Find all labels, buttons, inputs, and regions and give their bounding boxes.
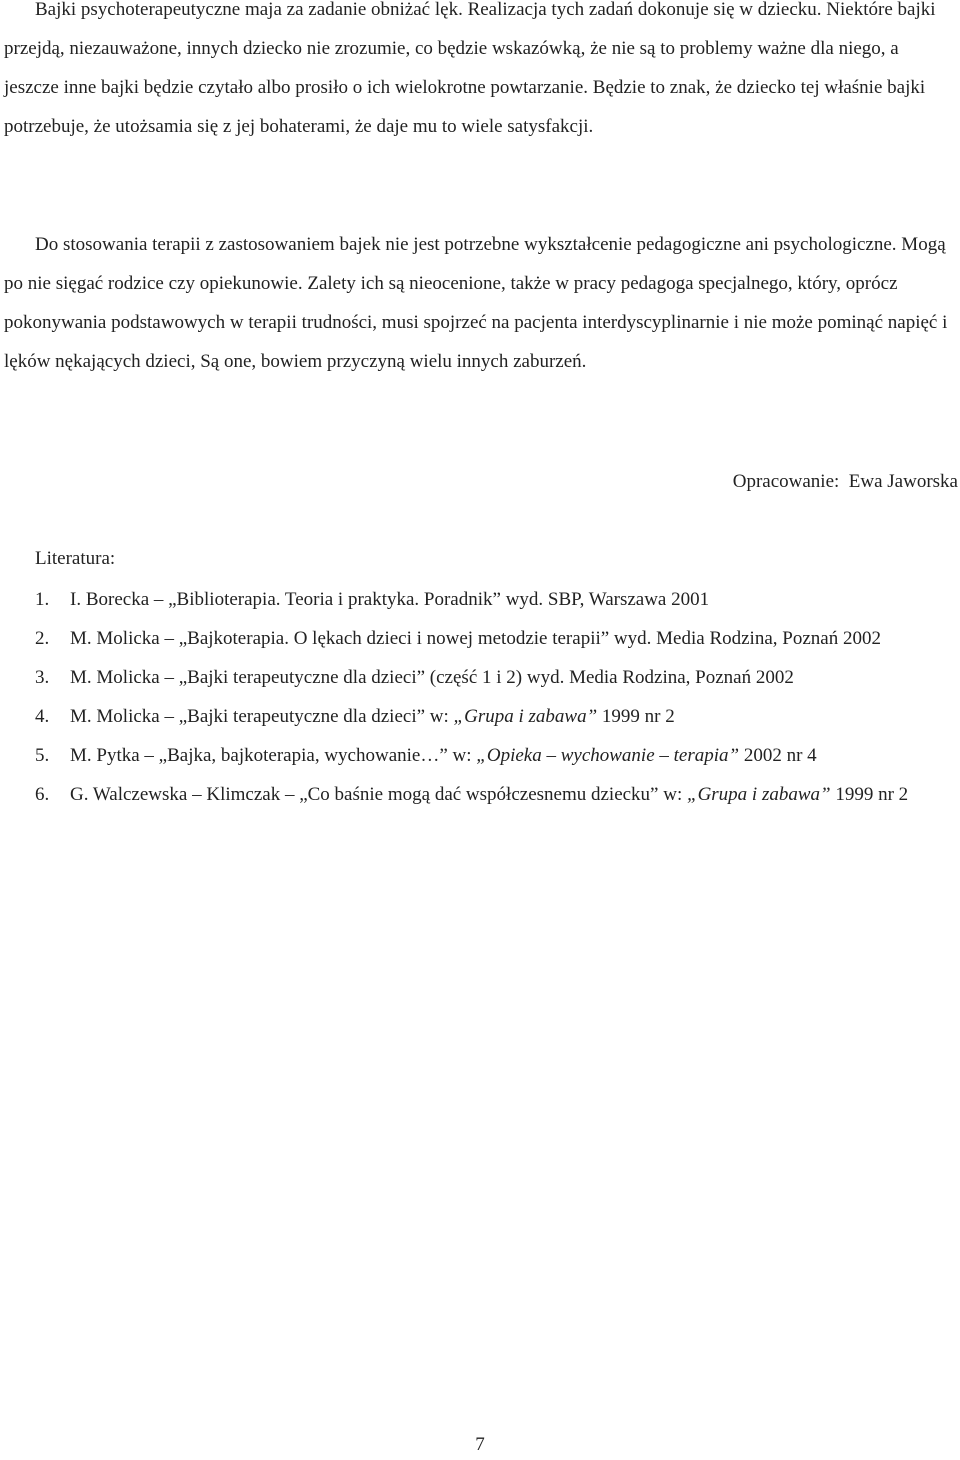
bibliography-item-number: 3. <box>35 667 50 688</box>
bibliography-item-number: 5. <box>35 745 50 766</box>
bibliography-item <box>35 736 935 775</box>
bibliography-list <box>35 580 935 814</box>
bibliography-item <box>35 580 935 619</box>
bibliography-item-text: I. Borecka – „Biblioterapia. Teoria i praktyka. Poradnik” wyd. SBP, Warszawa 2001 <box>70 589 710 610</box>
bibliography-item <box>35 658 935 697</box>
bibliography-journal-title: „Opieka – wychowanie – terapia” <box>476 745 740 766</box>
bibliography-item-text: 1999 nr 2 <box>597 706 675 727</box>
bibliography-journal-title: „Grupa i zabawa” <box>453 706 598 727</box>
bibliography-item-number: 4. <box>35 706 50 727</box>
bibliography-item-text: M. Molicka – „Bajki terapeutyczne dla dzieci” w: <box>70 706 454 727</box>
bibliography-item-number: 1. <box>35 589 50 610</box>
bibliography-item <box>35 775 935 814</box>
bibliography-journal-title: „Grupa i zabawa” <box>687 784 831 805</box>
bibliography-item-text: M. Pytka – „Bajka, bajkoterapia, wychowanie…” w: <box>70 745 477 766</box>
bibliography-item-number: 6. <box>35 784 50 805</box>
author-signature: Opracowanie: Ewa Jaworska <box>732 471 958 492</box>
page-number: 7 <box>475 1434 485 1455</box>
bibliography-item-text: M. Molicka – „Bajkoterapia. O lękach dzieci i nowej metodzie terapii” wyd. Media Rodzina, Poznań 2002 <box>70 628 881 649</box>
paragraph-therapy-use: Do stosowania terapii z zastosowaniem bajek nie jest potrzebne wykształcenie pedagogiczne ani psychologiczne. Mogą po nie sięgać rodzice czy opiekunowie. Zalety ich są nieocenione, także w pracy pedagoga specjalnego, który, oprócz pokonywania podstawowych w terapii trudności, musi spojrzeć na pacjenta interdyscyplinarnie i nie może pominąć napięć i lęków nękających dzieci, Są one, bowiem przyczyną wielu innych zaburzeń. <box>4 234 948 372</box>
bibliography-item-text: M. Molicka – „Bajki terapeutyczne dla dzieci” (część 1 i 2) wyd. Media Rodzina, Poznań 2002 <box>70 667 794 688</box>
bibliography-item-number: 2. <box>35 628 50 649</box>
literature-heading: Literatura: <box>35 548 116 569</box>
bibliography-item <box>35 619 935 658</box>
bibliography-item-text: 2002 nr 4 <box>739 745 817 766</box>
paragraph-fairy-tale-role: Bajki psychoterapeutyczne maja za zadanie obniżać lęk. Realizacja tych zadań dokonuje się w dziecku. Niektóre bajki przejdą, niezauważone, innych dziecko nie zrozumie, co będzie wskazówką, że nie są to problemy ważne dla niego, a jeszcze inne bajki będzie czytało albo prosiło o ich wielokrotne powtarzanie. Będzie to znak, że dziecko tej właśnie bajki potrzebuje, że utożsamia się z jej bohaterami, że daje mu to wiele satysfakcji. <box>4 0 936 137</box>
bibliography-item <box>35 697 935 736</box>
bibliography-item-text: G. Walczewska – Klimczak – „Co baśnie mogą dać współczesnemu dziecku” w: <box>70 784 687 805</box>
bibliography-item-text: 1999 nr 2 <box>830 784 909 805</box>
